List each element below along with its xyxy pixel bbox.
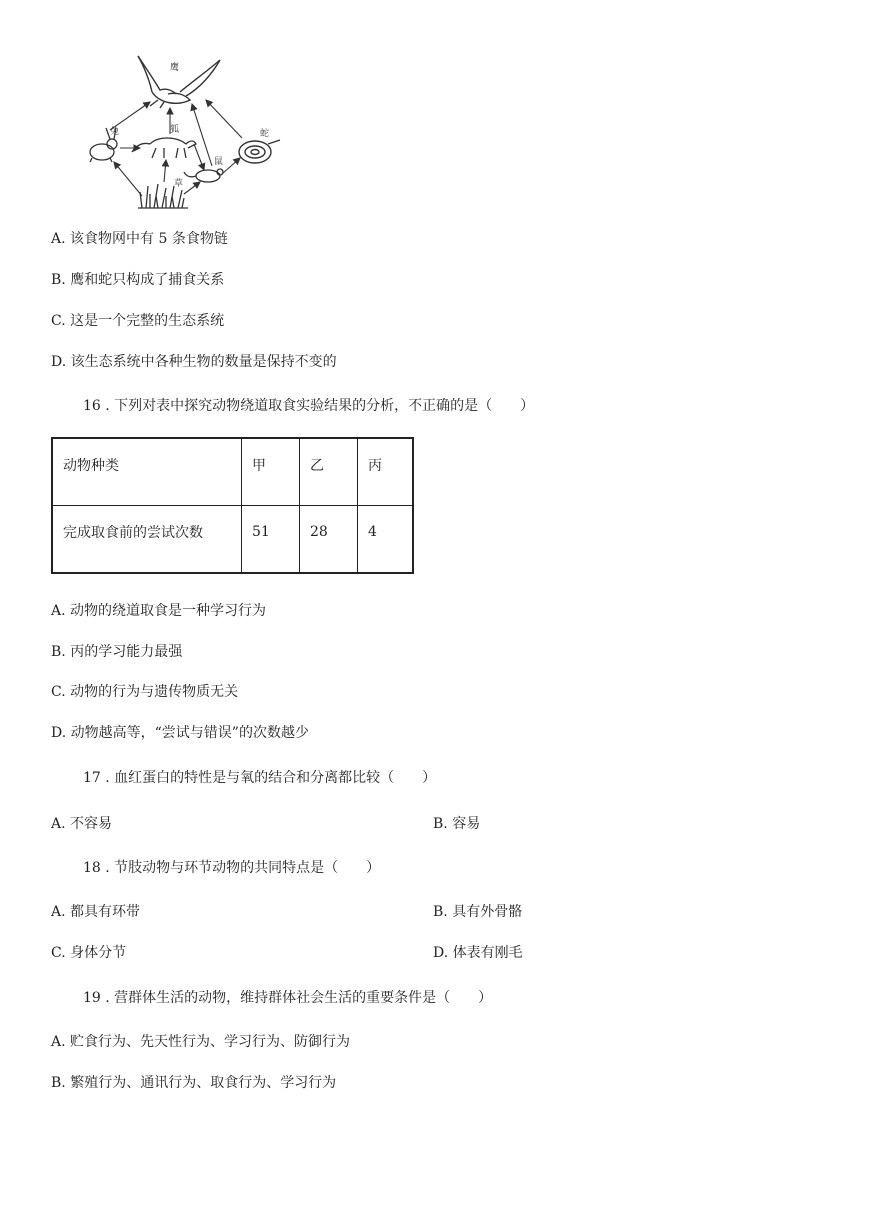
- q19-option-a[interactable]: A. 贮食行为、先天性行为、学习行为、防御行为: [51, 1034, 351, 1050]
- q18-option-b[interactable]: B. 具有外骨骼: [433, 904, 523, 920]
- table-cell: 完成取食前的尝试次数: [52, 506, 242, 574]
- snake-label: 蛇: [260, 129, 270, 139]
- food-web-figure: [80, 48, 290, 218]
- table-cell: 动物种类: [52, 438, 242, 506]
- eagle-label: 鹰: [170, 63, 180, 73]
- q16-stem: 16 . 下列对表中探究动物绕道取食实验结果的分析，不正确的是（ ）: [83, 398, 535, 414]
- table-cell: 4: [358, 506, 414, 574]
- q18-option-d[interactable]: D. 体表有刚毛: [433, 945, 523, 961]
- q16-option-a[interactable]: A. 动物的绕道取食是一种学习行为: [51, 603, 267, 619]
- q16-option-b[interactable]: B. 丙的学习能力最强: [51, 644, 183, 660]
- snake-drawing: [239, 140, 280, 163]
- mouse-drawing: [184, 169, 223, 182]
- q18-option-a[interactable]: A. 都具有环带: [51, 904, 141, 920]
- q16-option-c[interactable]: C. 动物的行为与遗传物质无关: [51, 684, 239, 700]
- table-cell: 28: [300, 506, 358, 574]
- table-row: [52, 506, 413, 574]
- q15-option-b[interactable]: B. 鹰和蛇只构成了捕食关系: [51, 272, 225, 288]
- mouse-label: 鼠: [214, 157, 224, 167]
- q15-option-a[interactable]: A. 该食物网中有 5 条食物链: [51, 231, 228, 247]
- rabbit-label: 兔: [110, 127, 120, 137]
- q17-option-b[interactable]: B. 容易: [433, 816, 481, 832]
- table-cell: 丙: [358, 438, 414, 506]
- q18-option-c[interactable]: C. 身体分节: [51, 945, 127, 961]
- q15-option-c[interactable]: C. 这是一个完整的生态系统: [51, 313, 225, 329]
- fox-label: 狐: [170, 125, 180, 135]
- q18-stem: 18 . 节肢动物与环节动物的共同特点是（ ）: [83, 860, 381, 876]
- q19-option-b[interactable]: B. 繁殖行为、通讯行为、取食行为、学习行为: [51, 1075, 337, 1091]
- table-cell: 甲: [242, 438, 300, 506]
- q16-option-d[interactable]: D. 动物越高等，“尝试与错误”的次数越少: [51, 725, 309, 741]
- table-cell: 51: [242, 506, 300, 574]
- q17-option-a[interactable]: A. 不容易: [51, 816, 113, 832]
- q17-stem: 17 . 血红蛋白的特性是与氧的结合和分离都比较（ ）: [83, 770, 437, 786]
- grass-label: 草: [174, 179, 184, 189]
- fox-drawing: [132, 138, 196, 158]
- table-row: [52, 438, 413, 506]
- q16-table: [51, 437, 414, 574]
- table-cell: 乙: [300, 438, 358, 506]
- q15-option-d[interactable]: D. 该生态系统中各种生物的数量是保持不变的: [51, 354, 337, 370]
- q19-stem: 19 . 营群体生活的动物，维持群体社会生活的重要条件是（ ）: [83, 990, 493, 1006]
